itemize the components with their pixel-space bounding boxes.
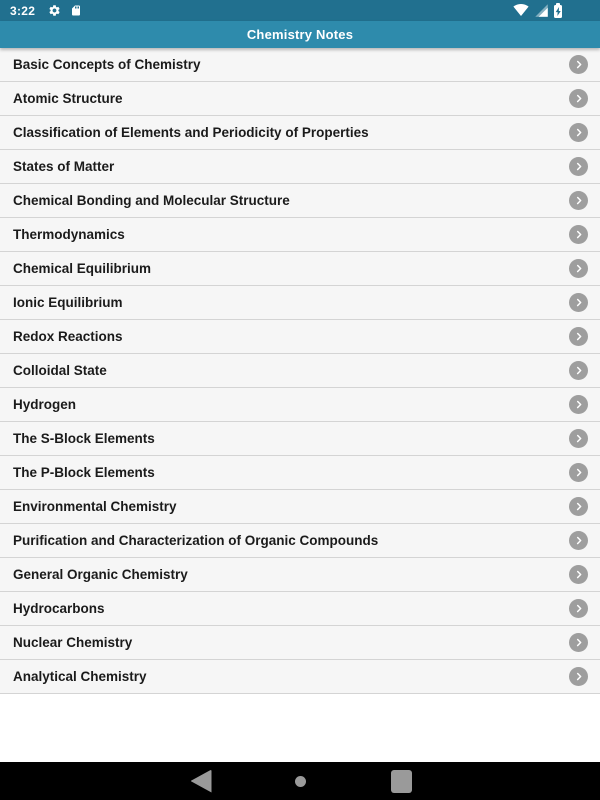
list-item[interactable]: [0, 456, 600, 490]
android-nav-bar: [0, 762, 600, 800]
list-item-label: Redox Reactions: [13, 329, 123, 344]
chevron-right-icon: [569, 89, 588, 108]
list-item-label: Atomic Structure: [13, 91, 123, 106]
list-item-label: The P-Block Elements: [13, 465, 155, 480]
chevron-right-icon: [569, 259, 588, 278]
list-item-label: Colloidal State: [13, 363, 107, 378]
list-item[interactable]: [0, 116, 600, 150]
chevron-right-icon: [569, 191, 588, 210]
list-item-label: Basic Concepts of Chemistry: [13, 57, 201, 72]
status-clock: 3:22: [10, 3, 36, 18]
chevron-right-icon: [569, 463, 588, 482]
list-item-label: Hydrocarbons: [13, 601, 105, 616]
list-item-label: Ionic Equilibrium: [13, 295, 123, 310]
list-item[interactable]: [0, 252, 600, 286]
app-bar: [0, 21, 600, 48]
chevron-right-icon: [569, 531, 588, 550]
status-bar: [0, 0, 600, 21]
chevron-right-icon: [569, 123, 588, 142]
gear-icon: [48, 4, 61, 17]
recents-icon: [391, 770, 412, 793]
chapter-list: [0, 48, 600, 694]
back-icon: [191, 770, 212, 793]
list-item-label: States of Matter: [13, 159, 115, 174]
list-item[interactable]: [0, 388, 600, 422]
content-empty-area: [0, 694, 600, 762]
list-item[interactable]: [0, 48, 600, 82]
wifi-icon: [513, 4, 529, 17]
chevron-right-icon: [569, 361, 588, 380]
chevron-right-icon: [569, 429, 588, 448]
chevron-right-icon: [569, 633, 588, 652]
list-item[interactable]: [0, 558, 600, 592]
list-item-label: General Organic Chemistry: [13, 567, 188, 582]
list-item[interactable]: [0, 218, 600, 252]
list-item-label: Nuclear Chemistry: [13, 635, 133, 650]
list-item-label: Chemical Bonding and Molecular Structure: [13, 193, 290, 208]
chevron-right-icon: [569, 667, 588, 686]
status-bar-right: [513, 3, 562, 18]
list-item[interactable]: [0, 490, 600, 524]
chevron-right-icon: [569, 157, 588, 176]
chevron-right-icon: [569, 225, 588, 244]
nav-back-button[interactable]: [179, 762, 223, 800]
home-icon: [295, 776, 306, 787]
list-item-label: Analytical Chemistry: [13, 669, 147, 684]
status-bar-left: [10, 4, 82, 17]
list-item-label: The S-Block Elements: [13, 431, 155, 446]
list-item[interactable]: [0, 320, 600, 354]
list-item[interactable]: [0, 150, 600, 184]
list-item[interactable]: [0, 354, 600, 388]
list-item[interactable]: [0, 592, 600, 626]
list-item[interactable]: [0, 184, 600, 218]
sd-card-icon: [70, 4, 82, 17]
list-item-label: Classification of Elements and Periodicity of Properties: [13, 125, 369, 140]
chevron-right-icon: [569, 293, 588, 312]
chevron-right-icon: [569, 599, 588, 618]
list-item[interactable]: [0, 660, 600, 694]
list-item[interactable]: [0, 82, 600, 116]
battery-charging-icon: [554, 5, 562, 18]
nav-home-button[interactable]: [278, 762, 322, 800]
list-item[interactable]: [0, 524, 600, 558]
list-item-label: Chemical Equilibrium: [13, 261, 152, 276]
list-item-label: Hydrogen: [13, 397, 77, 412]
nav-recents-button[interactable]: [379, 762, 423, 800]
list-item[interactable]: [0, 422, 600, 456]
chevron-right-icon: [569, 395, 588, 414]
chevron-right-icon: [569, 327, 588, 346]
list-item-label: Purification and Characterization of Organic Compounds: [13, 533, 379, 548]
list-item-label: Environmental Chemistry: [13, 499, 177, 514]
chevron-right-icon: [569, 497, 588, 516]
chevron-right-icon: [569, 565, 588, 584]
chevron-right-icon: [569, 55, 588, 74]
list-item[interactable]: [0, 286, 600, 320]
cell-signal-icon: [534, 3, 549, 18]
page-title: Chemistry Notes: [246, 27, 354, 42]
list-item[interactable]: [0, 626, 600, 660]
list-item-label: Thermodynamics: [13, 227, 125, 242]
